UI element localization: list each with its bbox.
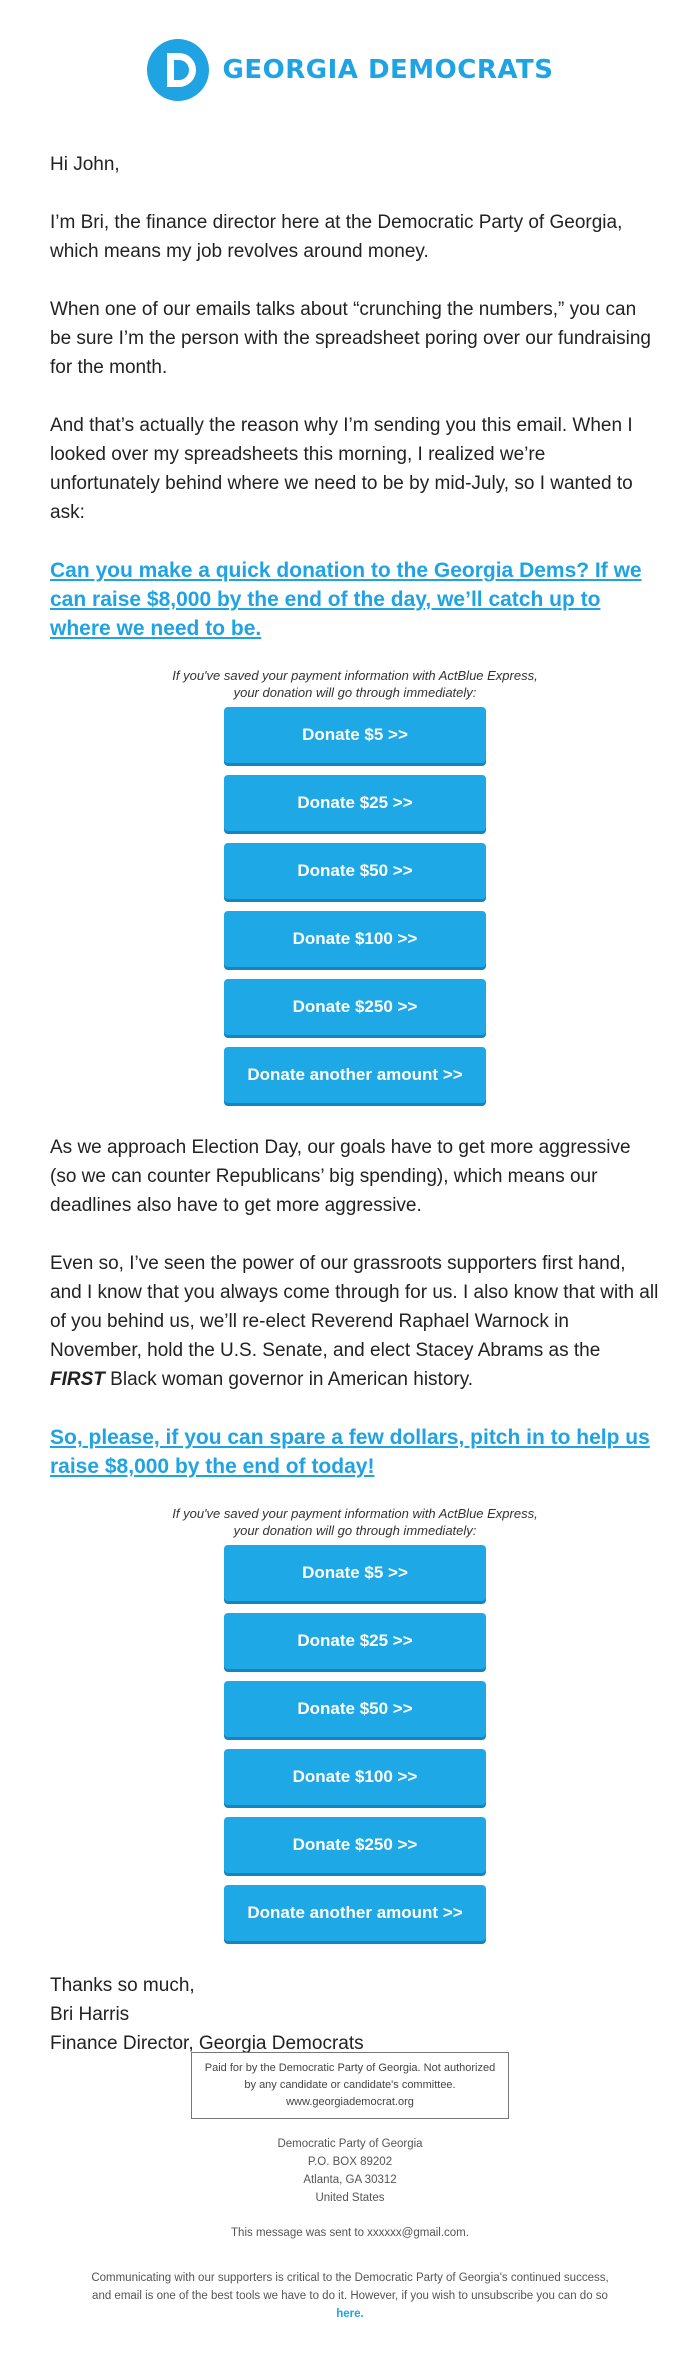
- signer-title: Finance Director, Georgia Democrats: [50, 2033, 364, 2054]
- actblue-express-note: If you've saved your payment information with ActBlue Express, your donation will go through immediately:: [172, 668, 538, 700]
- donate-5-button[interactable]: Donate $5 >>: [224, 1545, 486, 1601]
- donate-250-button[interactable]: Donate $250 >>: [224, 979, 486, 1035]
- unsubscribe-link[interactable]: here.: [336, 2308, 364, 2320]
- signer-name: Bri Harris: [50, 2004, 130, 2025]
- donation-button-group-2: [50, 1505, 660, 1941]
- georgia-democrats-d-logo-icon: [147, 39, 209, 101]
- donate-25-button[interactable]: Donate $25 >>: [224, 775, 486, 831]
- paragraph-intro: I’m Bri, the finance director here at the Democratic Party of Georgia, which means my job revolves around money.: [50, 212, 623, 262]
- donation-button-group-1: [50, 667, 660, 1103]
- paragraph-numbers: When one of our emails talks about “crunching the numbers,” you can be sure I’m the person with the spreadsheet poring over our fundraising for the month.: [50, 299, 651, 378]
- donate-5-button[interactable]: Donate $5 >>: [224, 707, 486, 763]
- paid-for-by-disclaimer: Paid for by the Democratic Party of Georgia. Not authorized by any candidate or candidate's committee. www.georgiademocrat.org: [191, 2052, 509, 2119]
- donate-50-button[interactable]: Donate $50 >>: [224, 843, 486, 899]
- signoff: Thanks so much,: [50, 1975, 195, 1996]
- signature-block: [50, 1971, 660, 2058]
- donate-50-button[interactable]: Donate $50 >>: [224, 1681, 486, 1737]
- email-body: [50, 150, 660, 2058]
- unsubscribe-notice: Communicating with our supporters is critical to the Democratic Party of Georgia's continued success, and email is one of the best tools we have to do it. However, if you wish to unsubscribe you can do so here.: [91, 2272, 609, 2320]
- paragraph-reason: And that’s actually the reason why I’m sending you this email. When I looked over my spreadsheets this morning, I realized we’re unfortunately behind where we need to be by mid-July, so I wanted to ask:: [50, 415, 633, 523]
- paragraph-election-day: As we approach Election Day, our goals have to get more aggressive (so we can counter Republicans’ big spending), which means our deadlines also have to get more aggressive.: [50, 1137, 631, 1216]
- email-header: [0, 30, 700, 110]
- actblue-express-note: If you've saved your payment information with ActBlue Express, your donation will go through immediately:: [172, 1506, 538, 1538]
- donate-other-amount-button[interactable]: Donate another amount >>: [224, 1047, 486, 1103]
- donate-100-button[interactable]: Donate $100 >>: [224, 1749, 486, 1805]
- donate-250-button[interactable]: Donate $250 >>: [224, 1817, 486, 1873]
- website-link[interactable]: www.georgiademocrat.org: [286, 2096, 414, 2108]
- donate-100-button[interactable]: Donate $100 >>: [224, 911, 486, 967]
- donation-cta-link-1[interactable]: Can you make a quick donation to the Georgia Dems? If we can raise $8,000 by the end of the day, we’ll catch up to where we need to be.: [50, 559, 642, 640]
- greeting: Hi John,: [50, 154, 120, 175]
- donation-cta-link-2[interactable]: So, please, if you can spare a few dollars, pitch in to help us raise $8,000 by the end of today!: [50, 1426, 650, 1478]
- donate-25-button[interactable]: Donate $25 >>: [224, 1613, 486, 1669]
- donate-other-amount-button[interactable]: Donate another amount >>: [224, 1885, 486, 1941]
- email-footer: [0, 2052, 700, 2323]
- mailing-address: Democratic Party of Georgia P.O. BOX 89202 Atlanta, GA 30312 United States: [277, 2138, 423, 2204]
- logo-text: GEORGIA DEMOCRATS: [222, 55, 554, 85]
- first-emphasis: FIRST: [50, 1369, 105, 1390]
- sent-to-notice: This message was sent to xxxxxx@gmail.com.: [231, 2227, 469, 2239]
- paragraph-grassroots: Even so, I’ve seen the power of our grassroots supporters first hand, and I know that you always come through for us. I also know that with all of you behind us, we’ll re-elect Reverend Raphael Warnock in November, hold the U.S. Senate, and elect Stacey Abrams as the FIRST Black woman governor in American history.: [50, 1253, 659, 1390]
